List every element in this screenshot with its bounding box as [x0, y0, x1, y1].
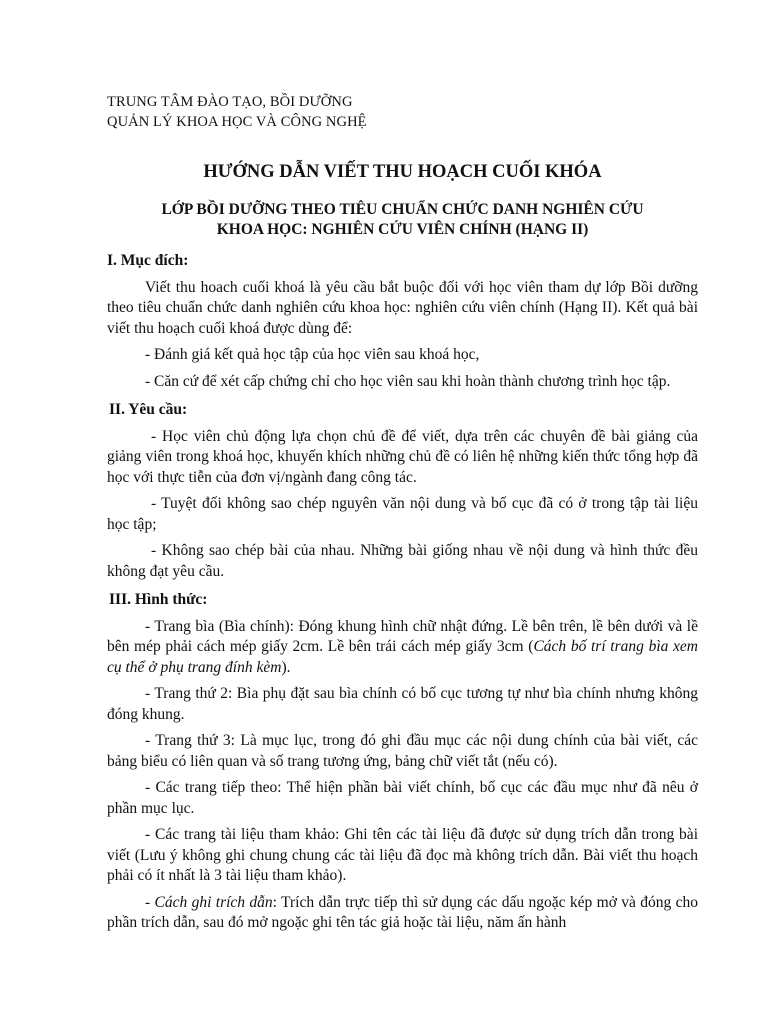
- section-3-item-1-text: - Trang bìa (Bìa chính): Đóng khung hình chữ nhật đứng. Lề bên trên, lề bên dưới và lề bên mép phải cách mép giấy 2cm. Lề bên trái cách mép giấy 3cm (: [107, 617, 698, 655]
- section-3-item-2: - Trang thứ 2: Bìa phụ đặt sau bìa chính có bố cục tương tự như bìa chính nhưng không đóng khung.: [107, 685, 698, 723]
- section-3-item-3: - Trang thứ 3: Là mục lục, trong đó ghi đầu mục các nội dung chính của bài viết, các bảng biểu có liên quan và số trang tương ứng, bảng chữ viết tắt (nếu có).: [107, 732, 698, 770]
- section-1-heading: I. Mục đích:: [107, 252, 189, 269]
- section-3-item-6-text: : Trích dẫn trực tiếp thì sử dụng các dấu ngoặc kép mở và đóng cho phần trích dẫn, sau đó mở ngoặc ghi tên tác giả hoặc tài liệu, năm ấn hành: [107, 893, 698, 931]
- section-2-item-3: - Không sao chép bài của nhau. Những bài giống nhau về nội dung và hình thức đều không đạt yêu cầu.: [107, 542, 698, 580]
- section-3-item-1-italic: Cách bố trí trang bìa xem cụ thể ở phụ trang đính kèm: [107, 638, 698, 676]
- subtitle-line-1: LỚP BỒI DƯỠNG THEO TIÊU CHUẨN CHỨC DANH NGHIÊN CỨU: [161, 201, 644, 218]
- org-line-2: QUẢN LÝ KHOA HỌC VÀ CÔNG NGHỆ: [107, 114, 367, 130]
- section-3-item-6-lead: -: [145, 893, 155, 911]
- org-line-1: TRUNG TÂM ĐÀO TẠO, BỒI DƯỠNG: [107, 94, 353, 110]
- section-3-item-6: [107, 893, 698, 934]
- document-title: HƯỚNG DẪN VIẾT THU HOẠCH CUỐI KHÓA: [203, 162, 602, 182]
- section-3-item-4: - Các trang tiếp theo: Thể hiện phần bài viết chính, bố cục các đầu mục như đã nêu ở phần mục lục.: [107, 779, 698, 817]
- document-body: [107, 251, 698, 934]
- section-3-item-6-italic: Cách ghi trích dẫn: [154, 893, 273, 911]
- section-2-item-1: - Học viên chủ động lựa chọn chủ đề để viết, dựa trên các chuyên đề bài giảng của giảng viên trong khoá học, khuyến khích những chủ đề có liên hệ những kiến thức tổng hợp đã học với thực tiễn của đơn vị/ngành đang công tác.: [107, 427, 698, 486]
- section-1-item-1: - Đánh giá kết quả học tập của học viên sau khoá học,: [145, 346, 480, 363]
- section-1-item-2: - Căn cứ để xét cấp chứng chỉ cho học viên sau khi hoàn thành chương trình học tập.: [145, 372, 671, 390]
- subtitle-line-2: KHOA HỌC: NGHIÊN CỨU VIÊN CHÍNH (HẠNG II): [216, 221, 589, 238]
- section-2-item-2: - Tuyệt đối không sao chép nguyên văn nội dung và bố cục đã có ở trong tập tài liệu học tập;: [107, 495, 698, 533]
- section-3-heading: III. Hình thức:: [109, 591, 208, 608]
- section-2-heading: II. Yêu cầu:: [109, 401, 188, 418]
- section-1-paragraph: Viết thu hoach cuối khoá là yêu cầu bắt buộc đối với học viên tham dự lớp Bồi dưỡng theo tiêu chuẩn chức danh nghiên cứu khoa học: nghiên cứu viên chính (Hạng II). Kết quả bài viết thu hoạch cuối khoá được dùng để:: [107, 278, 698, 337]
- organization-header: [107, 92, 367, 132]
- document-subtitle: [107, 200, 698, 240]
- section-3-item-1-tail: ).: [281, 658, 291, 676]
- section-3-item-5: - Các trang tài liệu tham khảo: Ghi tên các tài liệu đã được sử dụng trích dẫn trong bài viết (Lưu ý không ghi chung chung các tài liệu đã đọc mà không trích dẫn. Bài viết thu hoạch phải có ít nhất là 3 tài liệu tham khảo).: [107, 826, 698, 884]
- section-3-item-1: [107, 617, 698, 679]
